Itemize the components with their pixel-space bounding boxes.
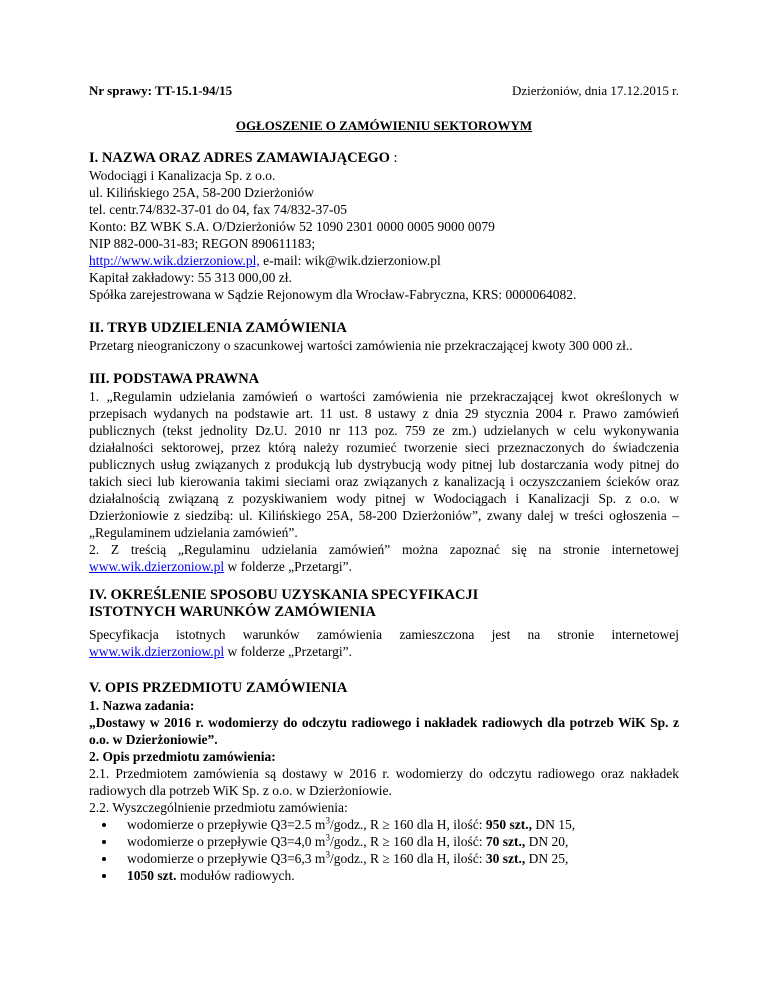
email-text: e-mail: wik@wik.dzierzoniow.pl bbox=[259, 253, 441, 268]
orderer-name: Wodociągi i Kanalizacja Sp. z o.o. bbox=[89, 168, 276, 183]
orderer-address: ul. Kilińskiego 25A, 58-200 Dzierżoniów bbox=[89, 185, 314, 200]
document-header bbox=[89, 83, 679, 99]
section-3-paragraph-1: 1. „Regulamin udzielania zamówień o wartości zamówienia nie przekraczającej kwot określonych w przepisach wydanych na podstawie art. 11 ust. 8 ustawy z dnia 29 stycznia 2004 r. Prawo zamówień publicznych (tekst jednolity Dz.U. 2010 nr 113 poz. 759 ze zm.) udzielanych w celu wykonywania działalności sektorowej, przez którą należy rozumieć tworzenie sieci przeznaczonych do świadczenia publicznych usług związanych z produkcją lub dystrybucją wody pitnej lub dostarczania wody pitnej do takich sieci lub kierowania takimi sieciami oraz związanych z kanalizacją i oczyszczaniem ścieków oraz działalnością związaną z pozyskiwaniem wody pitnej w Wodociągach i Kanalizacji Sp. z o.o. w Dzierżoniowie z siedzibą: ul. Kilińskiego 25A, 58-200 Dzierżoniów”, zwany dalej w treści ogłoszenia – „Regulaminem udzielania zamówień”. bbox=[89, 389, 679, 540]
website-link-2[interactable]: www.wik.dzierzoniow.pl bbox=[89, 559, 225, 574]
list-item: • wodomierze o przepływie Q3=6,3 $m^3$/godz., R ≥ 160 dla H, ilość: 30 szt., DN 25, bbox=[117, 850, 679, 867]
orderer-nip-regon: NIP 882-000-31-83; REGON 890611183; bbox=[89, 236, 316, 251]
list-item: • wodomierze o przepływie Q3=2.5 $m^3$/godz., R ≥ 160 dla H, ilość: 950 szt., DN 15, bbox=[117, 816, 679, 833]
task-label: 1. Nazwa zadania: bbox=[89, 698, 195, 713]
section-3-paragraph-2: 2. Z treścią „Regulaminu udzielania zamówień” można zapoznać się na stronie internetowej www.wik.dzierzoniow.pl w folderze „Przetargi”. bbox=[89, 542, 679, 574]
orderer-contact bbox=[89, 252, 679, 269]
website-link[interactable]: http://www.wik.dzierzoniow.pl, bbox=[89, 253, 260, 268]
document-body bbox=[89, 150, 679, 884]
orderer-capital: Kapitał zakładowy: 55 313 000,00 zł. bbox=[89, 270, 292, 285]
list-item: • wodomierze o przepływie Q3=4,0 $m^3$/godz., R ≥ 160 dla H, ilość: 70 szt., DN 20, bbox=[117, 833, 679, 850]
description-text: 2.1. Przedmiotem zamówienia są dostawy w 2016 r. wodomierzy do odczytu radiowego oraz nakładek radiowych dla potrzeb WiK Sp. z o.o. w Dzierżoniowie. bbox=[89, 766, 679, 798]
section-1-heading: I. NAZWA ORAZ ADRES ZAMAWIAJĄCEGO : bbox=[89, 150, 398, 166]
list-intro: 2.2. Wyszczególnienie przedmiotu zamówienia: bbox=[89, 800, 348, 815]
list-item: • 1050 szt. modułów radiowych. bbox=[117, 867, 679, 884]
section-5-heading: V. OPIS PRZEDMIOTU ZAMÓWIENIA bbox=[89, 680, 348, 696]
section-3-heading: III. PODSTAWA PRAWNA bbox=[89, 371, 260, 387]
section-2-heading: II. TRYB UDZIELENIA ZAMÓWIENIA bbox=[89, 320, 347, 336]
document-title: OGŁOSZENIE O ZAMÓWIENIU SEKTOROWYM bbox=[235, 118, 533, 133]
orderer-registration: Spółka zarejestrowana w Sądzie Rejonowym dla Wrocław-Fabryczna, KRS: 0000064082. bbox=[89, 287, 577, 302]
section-4-text: Specyfikacja istotnych warunków zamówienia zamieszczona jest na stronie internetowej www.wik.dzierzoniow.pl w folderze „Przetargi”. bbox=[89, 627, 679, 659]
task-name: „Dostawy w 2016 r. wodomierzy do odczytu radiowego i nakładek radiowych dla potrzeb WiK Sp. z o.o. w Dzierżoniowie”. bbox=[89, 715, 679, 747]
website-link-3[interactable]: www.wik.dzierzoniow.pl bbox=[89, 644, 225, 659]
document-date: Dzierżoniów, dnia 17.12.2015 r. bbox=[511, 83, 679, 98]
description-label: 2. Opis przedmiotu zamówienia: bbox=[89, 749, 276, 764]
orderer-phone: tel. centr.74/832-37-01 do 04, fax 74/832-37-05 bbox=[89, 202, 347, 217]
orderer-account: Konto: BZ WBK S.A. O/Dzierżoniów 52 1090 2301 0000 0005 9000 0079 bbox=[89, 219, 495, 234]
section-2-text: Przetarg nieograniczony o szacunkowej wartości zamówienia nie przekraczającej kwoty 300 000 zł.. bbox=[89, 338, 633, 353]
case-number: Nr sprawy: TT-15.1-94/15 bbox=[89, 83, 233, 98]
item-list bbox=[89, 816, 679, 884]
section-4-heading: IV. OKREŚLENIE SPOSOBU UZYSKANIA SPECYFIKACJI ISTOTNYCH WARUNKÓW ZAMÓWIENIA bbox=[89, 587, 479, 620]
